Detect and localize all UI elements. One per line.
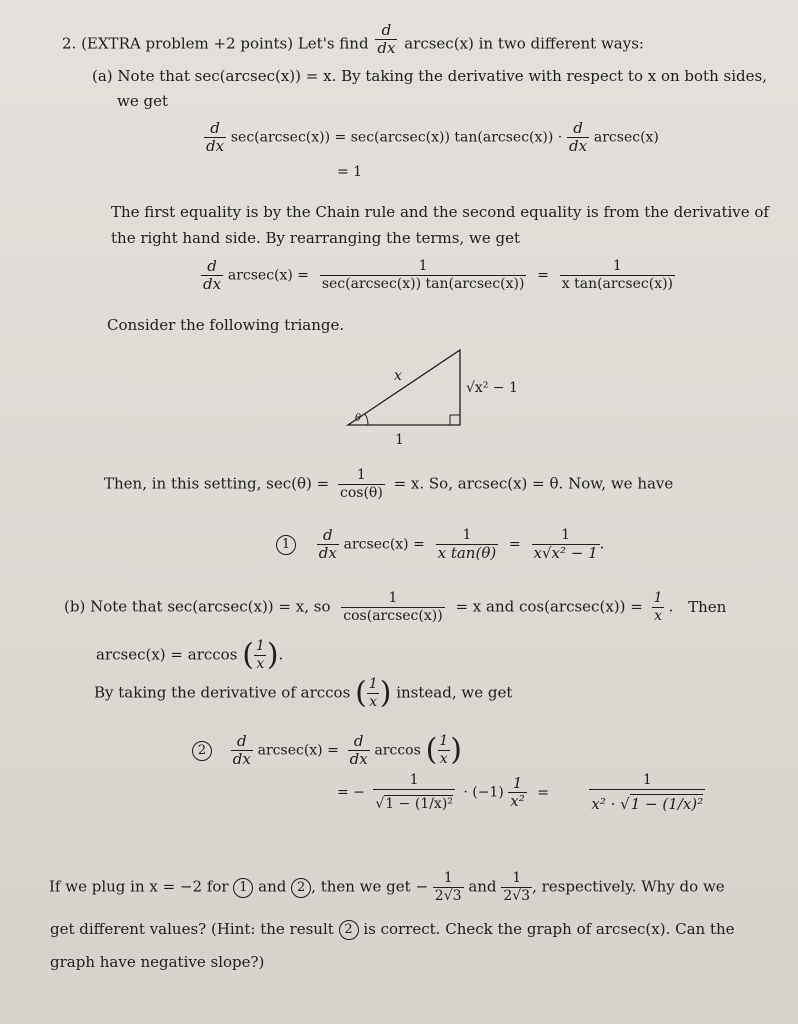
conclusion-line2 [50,920,735,940]
eq4-lhs: arcsec(x) = [257,742,339,759]
conclusion-den2: 2√3 [503,888,531,904]
eq2-den2: x tan(arcsec(x)) [561,276,674,292]
part-b-frac-den: cos(arcsec(x)) [343,608,443,624]
eq3-den2: x√x² − 1 [533,544,598,562]
conclusion-line2-text: get different values? (Hint: the result [50,920,334,938]
part-b-taking-tail: instead, we get [396,683,513,702]
triangle-opposite-label: √x² − 1 [466,380,518,396]
d-dx-fraction: $\frac{d}{dx}$ [377,21,396,57]
eq2-den1: sec(arcsec(x)) tan(arcsec(x)) [321,276,525,292]
conclusion-den1: 2√3 [434,888,462,904]
equation-3: 1 $\frac{d}{dx}$ arcsec(x) = $\frac{1}{\text{x tan(θ)}}$ = $\frac{1}{\text{x√x² − 1}}$ . [276,527,604,562]
conclusion-a: If we plug in x = −2 for [49,877,229,896]
part-b-line2-text: arcsec(x) = arccos [96,645,238,664]
part-b-label: (b) Note that sec(arcsec(x)) = x, so [64,597,331,616]
conclusion-b: , then we get − [311,877,429,896]
conclusion-marker-2: 2 [291,878,311,898]
conclusion-and2: and [468,877,497,896]
then-tail: = x. So, arcsec(x) = θ. Now, we have [393,474,674,493]
consider-text: Consider the following triange. [107,316,345,334]
eq1-right: arcsec(x) [593,129,659,146]
part-b-line2: arcsec(x) = arccos ( $\frac{1}{x}$ ). [96,637,284,673]
part-b-taking: By taking the derivative of arccos [94,683,351,702]
conclusion-d: , respectively. Why do we [532,877,725,896]
problem-heading [62,21,644,57]
part-b-mid: = x and cos(arcsec(x)) = [455,597,643,616]
triangle-hypotenuse-label: x [394,368,402,384]
then-text: Then, in this setting, sec(θ) = [104,474,330,493]
eq3-den1: x tan(θ) [437,544,497,562]
angle-arc [365,414,368,425]
conclusion-line1: If we plug in x = −2 for 1 and 2 , then we get − $\frac{1}{2√3}$ and $\frac{1}{2√3}$ , respectively. Why do we [49,870,725,904]
then-setting-line: Then, in this setting, sec(θ) = $\frac{1}{\cos(\theta)}$ = x. So, arcsec(x) = θ. Now, we have [104,467,674,501]
text-rearranging: the right hand side. By rearranging the terms, we get [111,229,520,247]
eq3-lhs: arcsec(x) = [343,536,425,553]
text-chain-rule: The first equality is by the Chain rule and the second equality is from the derivative of [111,203,769,221]
equation-1: $\frac{d}{dx}$ sec(arcsec(x)) = sec(arcsec(x)) tan(arcsec(x)) · $\frac{d}{dx}$ arcsec(x) [206,119,659,155]
part-a-label2: we get [117,92,168,110]
conclusion-and1: and [258,877,287,896]
conclusion-line3: graph have negative slope?) [50,953,265,971]
marker-2-circle: 2 [192,741,212,761]
heading-tail: arcsec(x) in two different ways: [404,34,644,53]
eq2-lhs: arcsec(x) = [227,267,310,284]
part-a-label: (a) Note that sec(arcsec(x)) = x. By taking the derivative with respect to x on both sides, [92,67,767,85]
part-b-line1: (b) Note that sec(arcsec(x)) = x, so $\frac{1}{\text{cos(arcsec(x))}}$ = x and cos(arcsec(x)) = $\frac{1}{x}$ . Then [64,590,727,624]
right-angle-marker [450,415,460,425]
eq1-equals-one: = 1 [337,164,363,180]
triangle-shape [348,350,460,425]
equation-2: $\frac{d}{dx}$ arcsec(x) = $\frac{1}{\text{sec(arcsec(x)) tan(arcsec(x))}}$ = $\frac{1}{\text{x tan(arcsec(x))}}$ [203,257,674,293]
eq4-rhs: arccos [374,742,421,759]
equation-5: = − $\frac{1}{\text{√1 − (1/x)²}}$ · (−1) $\frac{1}{\text{x²}}$ = $\frac{1}{\text{x² · √1 − (1/x)²}}$ [337,772,704,813]
then-den: cos(θ) [339,485,383,501]
part-b-then: Then [688,597,727,616]
conclusion-marker-1: 1 [233,878,253,898]
triangle-angle-label: θ [355,413,362,424]
heading-text: 2. (EXTRA problem +2 points) Let's find [62,34,369,53]
triangle-adjacent-label: 1 [395,432,404,448]
marker-1-circle: 1 [276,535,296,555]
part-b-line3: By taking the derivative of arccos ( $\frac{1}{x}$ ) instead, we get [94,675,513,711]
equation-4: 2 $\frac{d}{dx}$ arcsec(x) = $\frac{d}{dx}$ arccos ( $\frac{1}{x}$ ) [192,733,462,768]
eq1-left: sec(arcsec(x)) = sec(arcsec(x)) tan(arcsec(x)) · [230,129,563,146]
conclusion-line2-tail: is correct. Check the graph of arcsec(x). Can the [363,920,735,938]
conclusion-hint-marker: 2 [339,920,359,940]
